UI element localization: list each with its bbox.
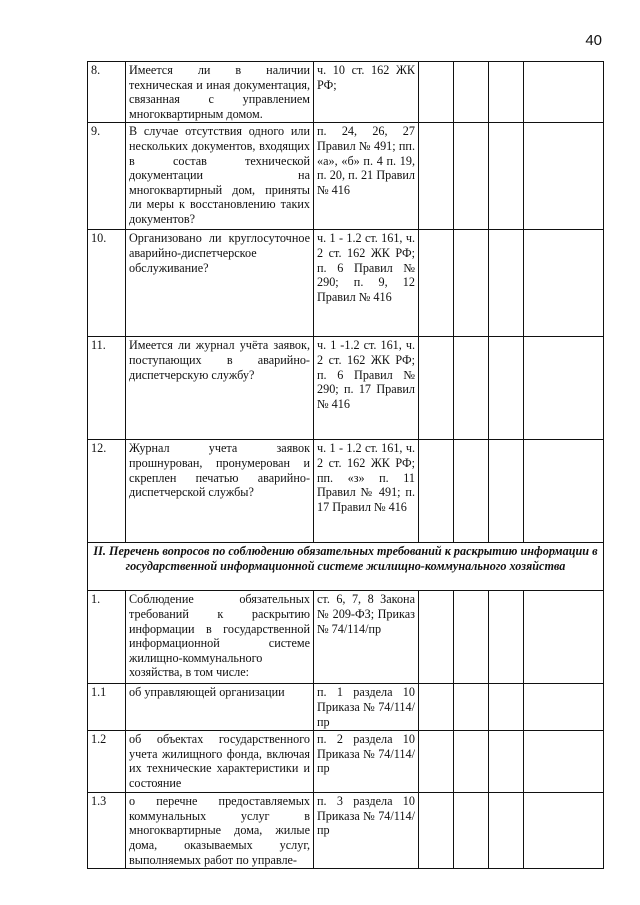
table-row: [88, 337, 604, 440]
answer-cell: [419, 62, 454, 123]
section-header-row: [88, 543, 604, 591]
answer-cell: [454, 793, 489, 869]
note-cell: [524, 591, 604, 684]
answer-cell: [419, 591, 454, 684]
row-question: об объектах государственного учета жилищного фонда, включая их технические характеристики и состояние: [126, 731, 314, 793]
note-cell: [524, 230, 604, 337]
row-question: Организовано ли круглосуточное аварийно-диспетчерское обслуживание?: [126, 230, 314, 337]
row-question: Имеется ли в наличии техническая и иная документация, связанная с управлением многоквартирным домом.: [126, 62, 314, 123]
note-cell: [524, 731, 604, 793]
table-row: [88, 440, 604, 543]
answer-cell: [489, 731, 524, 793]
table-row: [88, 591, 604, 684]
table-row: [88, 62, 604, 123]
row-legal-reference: п. 2 раздела 10 Приказа № 74/114/пр: [314, 731, 419, 793]
row-legal-reference: ст. 6, 7, 8 Закона № 209-ФЗ; Приказ № 74/114/пр: [314, 591, 419, 684]
note-cell: [524, 684, 604, 731]
answer-cell: [454, 440, 489, 543]
row-question: Соблюдение обязательных требований к раскрытию информации в государственной информационной системе жилищно-коммунального хозяйства, в том числе:: [126, 591, 314, 684]
row-number: 1.3: [88, 793, 126, 869]
section-title: II. Перечень вопросов по соблюдению обязательных требований к раскрытию информации в государственной информационной системе жилищно-коммунального хозяйства: [88, 543, 604, 591]
answer-cell: [419, 230, 454, 337]
answer-cell: [419, 337, 454, 440]
row-legal-reference: ч. 1 - 1.2 ст. 161, ч. 2 ст. 162 ЖК РФ; п. 6 Правил № 290; п. 9, 12 Правил № 416: [314, 230, 419, 337]
answer-cell: [489, 230, 524, 337]
row-legal-reference: п. 1 раздела 10 Приказа № 74/114/пр: [314, 684, 419, 731]
table-row: [88, 731, 604, 793]
answer-cell: [454, 731, 489, 793]
answer-cell: [489, 684, 524, 731]
row-number: 1.: [88, 591, 126, 684]
answer-cell: [489, 591, 524, 684]
row-number: 12.: [88, 440, 126, 543]
table-row: [88, 230, 604, 337]
answer-cell: [489, 62, 524, 123]
note-cell: [524, 440, 604, 543]
note-cell: [524, 793, 604, 869]
row-number: 1.2: [88, 731, 126, 793]
row-question: В случае отсутствия одного или нескольких документов, входящих в состав технической документации на многоквартирный дом, приняты ли меры к восстановлению таких документов?: [126, 123, 314, 230]
page-number: 40: [585, 32, 602, 49]
answer-cell: [489, 793, 524, 869]
row-number: 10.: [88, 230, 126, 337]
answer-cell: [489, 440, 524, 543]
row-number: 9.: [88, 123, 126, 230]
row-legal-reference: п. 24, 26, 27 Правил № 491; пп. «а», «б» п. 4 п. 19, п. 20, п. 21 Правил № 416: [314, 123, 419, 230]
answer-cell: [489, 123, 524, 230]
answer-cell: [419, 440, 454, 543]
answer-cell: [454, 591, 489, 684]
checklist-table: [87, 61, 604, 869]
row-number: 8.: [88, 62, 126, 123]
row-legal-reference: ч. 10 ст. 162 ЖК РФ;: [314, 62, 419, 123]
answer-cell: [419, 684, 454, 731]
answer-cell: [419, 731, 454, 793]
note-cell: [524, 123, 604, 230]
row-legal-reference: п. 3 раздела 10 Приказа № 74/114/пр: [314, 793, 419, 869]
row-question: Журнал учета заявок прошнурован, пронумерован и скреплен печатью аварийно-диспетчерской службы?: [126, 440, 314, 543]
table-row: [88, 123, 604, 230]
answer-cell: [454, 123, 489, 230]
answer-cell: [454, 337, 489, 440]
note-cell: [524, 62, 604, 123]
answer-cell: [454, 684, 489, 731]
answer-cell: [419, 123, 454, 230]
row-question: об управляющей организации: [126, 684, 314, 731]
table-row: [88, 684, 604, 731]
row-legal-reference: ч. 1 -1.2 ст. 161, ч. 2 ст. 162 ЖК РФ; п. 6 Правил № 290; п. 17 Правил № 416: [314, 337, 419, 440]
row-question: Имеется ли журнал учёта заявок, поступающих в аварийно-диспетчерскую службу?: [126, 337, 314, 440]
row-number: 1.1: [88, 684, 126, 731]
answer-cell: [489, 337, 524, 440]
answer-cell: [454, 62, 489, 123]
table-row: [88, 793, 604, 869]
answer-cell: [419, 793, 454, 869]
answer-cell: [454, 230, 489, 337]
note-cell: [524, 337, 604, 440]
row-number: 11.: [88, 337, 126, 440]
row-legal-reference: ч. 1 - 1.2 ст. 161, ч. 2 ст. 162 ЖК РФ; пп. «з» п. 11 Правил № 491; п. 17 Правил № 416: [314, 440, 419, 543]
row-question: о перечне предоставляемых коммунальных услуг в многоквартирные дома, жилые дома, оказываемых услуг, выполняемых работ по управле-: [126, 793, 314, 869]
